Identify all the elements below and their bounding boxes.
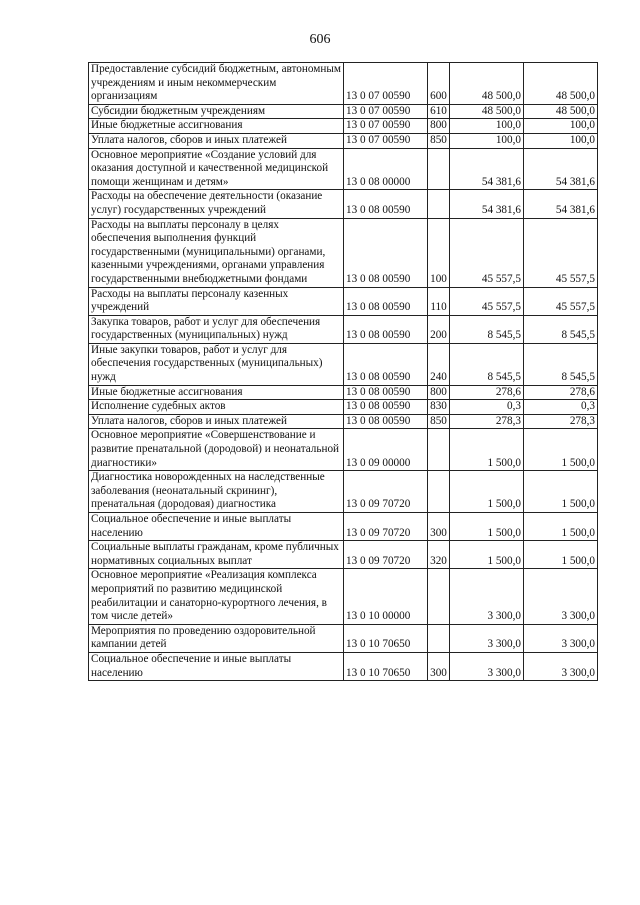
row-amount-2: 45 557,5: [524, 287, 598, 315]
row-amount-2: 3 300,0: [524, 624, 598, 652]
row-code: 13 0 07 00590: [344, 63, 428, 105]
row-name: Предоставление субсидий бюджетным, автономным учреждениям и иным некоммерческим организациям: [89, 63, 344, 105]
table-row: [89, 541, 598, 569]
row-amount-2: 1 500,0: [524, 429, 598, 471]
row-amount-1: 45 557,5: [450, 287, 524, 315]
row-name: Расходы на выплаты персоналу в целях обеспечения выполнения функций государственными (муниципальными) органами, казенными учреждениями, органами управления государственными внебюджетными фондами: [89, 218, 344, 287]
row-expense-type: 800: [428, 385, 450, 400]
row-amount-2: 54 381,6: [524, 190, 598, 218]
row-amount-2: 0,3: [524, 400, 598, 415]
row-amount-2: 48 500,0: [524, 104, 598, 119]
table-row: [89, 315, 598, 343]
row-name: Социальное обеспечение и иные выплаты населению: [89, 513, 344, 541]
table-row: [89, 343, 598, 385]
row-expense-type: [428, 429, 450, 471]
row-amount-2: 8 545,5: [524, 343, 598, 385]
row-name: Уплата налогов, сборов и иных платежей: [89, 133, 344, 148]
row-amount-1: 278,3: [450, 414, 524, 429]
table-row: [89, 569, 598, 624]
table-row: [89, 471, 598, 513]
table-row: [89, 652, 598, 680]
row-code: 13 0 09 00000: [344, 429, 428, 471]
row-expense-type: 850: [428, 133, 450, 148]
page-number: 606: [309, 32, 331, 47]
row-name: Диагностика новорожденных на наследственные заболевания (неонатальный скрининг), пренатальная (дородовая) диагностика: [89, 471, 344, 513]
row-name: Социальное обеспечение и иные выплаты населению: [89, 652, 344, 680]
row-name: Иные бюджетные ассигнования: [89, 119, 344, 134]
row-amount-1: 54 381,6: [450, 148, 524, 190]
row-expense-type: 610: [428, 104, 450, 119]
row-name: Иные бюджетные ассигнования: [89, 385, 344, 400]
table-row: [89, 148, 598, 190]
row-amount-1: 48 500,0: [450, 63, 524, 105]
table-row: [89, 385, 598, 400]
row-expense-type: 850: [428, 414, 450, 429]
row-amount-2: 278,3: [524, 414, 598, 429]
row-expense-type: 110: [428, 287, 450, 315]
row-expense-type: 200: [428, 315, 450, 343]
row-amount-2: 278,6: [524, 385, 598, 400]
row-expense-type: 300: [428, 652, 450, 680]
row-expense-type: [428, 624, 450, 652]
row-name: Расходы на обеспечение деятельности (оказание услуг) государственных учреждений: [89, 190, 344, 218]
row-expense-type: 600: [428, 63, 450, 105]
table-row: [89, 624, 598, 652]
row-code: 13 0 08 00590: [344, 400, 428, 415]
row-code: 13 0 07 00590: [344, 133, 428, 148]
row-amount-1: 3 300,0: [450, 652, 524, 680]
row-code: 13 0 07 00590: [344, 119, 428, 134]
row-amount-1: 1 500,0: [450, 429, 524, 471]
budget-table: [88, 62, 598, 681]
row-amount-2: 1 500,0: [524, 471, 598, 513]
table-row: [89, 414, 598, 429]
row-amount-2: 48 500,0: [524, 63, 598, 105]
row-code: 13 0 08 00590: [344, 190, 428, 218]
row-amount-1: 45 557,5: [450, 218, 524, 287]
row-code: 13 0 10 00000: [344, 569, 428, 624]
row-amount-2: 1 500,0: [524, 513, 598, 541]
row-amount-2: 1 500,0: [524, 541, 598, 569]
row-code: 13 0 10 70650: [344, 624, 428, 652]
row-code: 13 0 08 00590: [344, 287, 428, 315]
table-row: [89, 119, 598, 134]
row-name: Закупка товаров, работ и услуг для обеспечения государственных (муниципальных) нужд: [89, 315, 344, 343]
row-expense-type: [428, 148, 450, 190]
row-expense-type: 100: [428, 218, 450, 287]
table-row: [89, 190, 598, 218]
row-name: Исполнение судебных актов: [89, 400, 344, 415]
row-code: 13 0 09 70720: [344, 513, 428, 541]
row-amount-1: 1 500,0: [450, 471, 524, 513]
row-amount-1: 1 500,0: [450, 513, 524, 541]
row-amount-1: 48 500,0: [450, 104, 524, 119]
table-row: [89, 104, 598, 119]
row-name: Субсидии бюджетным учреждениям: [89, 104, 344, 119]
row-amount-2: 54 381,6: [524, 148, 598, 190]
table-row: [89, 429, 598, 471]
row-name: Иные закупки товаров, работ и услуг для обеспечения государственных (муниципальных) нужд: [89, 343, 344, 385]
row-code: 13 0 09 70720: [344, 471, 428, 513]
row-code: 13 0 08 00590: [344, 343, 428, 385]
row-amount-1: 100,0: [450, 133, 524, 148]
table-row: [89, 287, 598, 315]
row-amount-1: 3 300,0: [450, 624, 524, 652]
row-amount-2: 45 557,5: [524, 218, 598, 287]
row-amount-2: 3 300,0: [524, 569, 598, 624]
table-row: [89, 133, 598, 148]
row-amount-1: 8 545,5: [450, 315, 524, 343]
row-code: 13 0 08 00590: [344, 385, 428, 400]
row-amount-2: 100,0: [524, 133, 598, 148]
row-name: Основное мероприятие «Совершенствование и развитие пренатальной (дородовой) и неонатальной диагностики»: [89, 429, 344, 471]
row-code: 13 0 08 00590: [344, 218, 428, 287]
table-row: [89, 218, 598, 287]
row-expense-type: 320: [428, 541, 450, 569]
row-name: Расходы на выплаты персоналу казенных учреждений: [89, 287, 344, 315]
table-row: [89, 400, 598, 415]
row-amount-2: 8 545,5: [524, 315, 598, 343]
row-expense-type: [428, 471, 450, 513]
row-expense-type: [428, 190, 450, 218]
row-expense-type: [428, 569, 450, 624]
row-name: Мероприятия по проведению оздоровительной кампании детей: [89, 624, 344, 652]
row-expense-type: 830: [428, 400, 450, 415]
row-expense-type: 800: [428, 119, 450, 134]
row-amount-1: 3 300,0: [450, 569, 524, 624]
row-amount-2: 100,0: [524, 119, 598, 134]
row-expense-type: 240: [428, 343, 450, 385]
row-amount-2: 3 300,0: [524, 652, 598, 680]
row-code: 13 0 08 00590: [344, 414, 428, 429]
table-row: [89, 63, 598, 105]
row-amount-1: 100,0: [450, 119, 524, 134]
row-amount-1: 278,6: [450, 385, 524, 400]
row-expense-type: 300: [428, 513, 450, 541]
row-amount-1: 54 381,6: [450, 190, 524, 218]
row-code: 13 0 10 70650: [344, 652, 428, 680]
row-name: Основное мероприятие «Реализация комплекса мероприятий по развитию медицинской реабилитации и санаторно-курортного лечения, в том числе детей»: [89, 569, 344, 624]
row-name: Социальные выплаты гражданам, кроме публичных нормативных социальных выплат: [89, 541, 344, 569]
row-name: Уплата налогов, сборов и иных платежей: [89, 414, 344, 429]
row-code: 13 0 08 00000: [344, 148, 428, 190]
row-code: 13 0 08 00590: [344, 315, 428, 343]
row-amount-1: 1 500,0: [450, 541, 524, 569]
table-row: [89, 513, 598, 541]
row-name: Основное мероприятие «Создание условий для оказания доступной и качественной медицинской помощи женщинам и детям»: [89, 148, 344, 190]
row-amount-1: 0,3: [450, 400, 524, 415]
row-code: 13 0 07 00590: [344, 104, 428, 119]
row-code: 13 0 09 70720: [344, 541, 428, 569]
row-amount-1: 8 545,5: [450, 343, 524, 385]
